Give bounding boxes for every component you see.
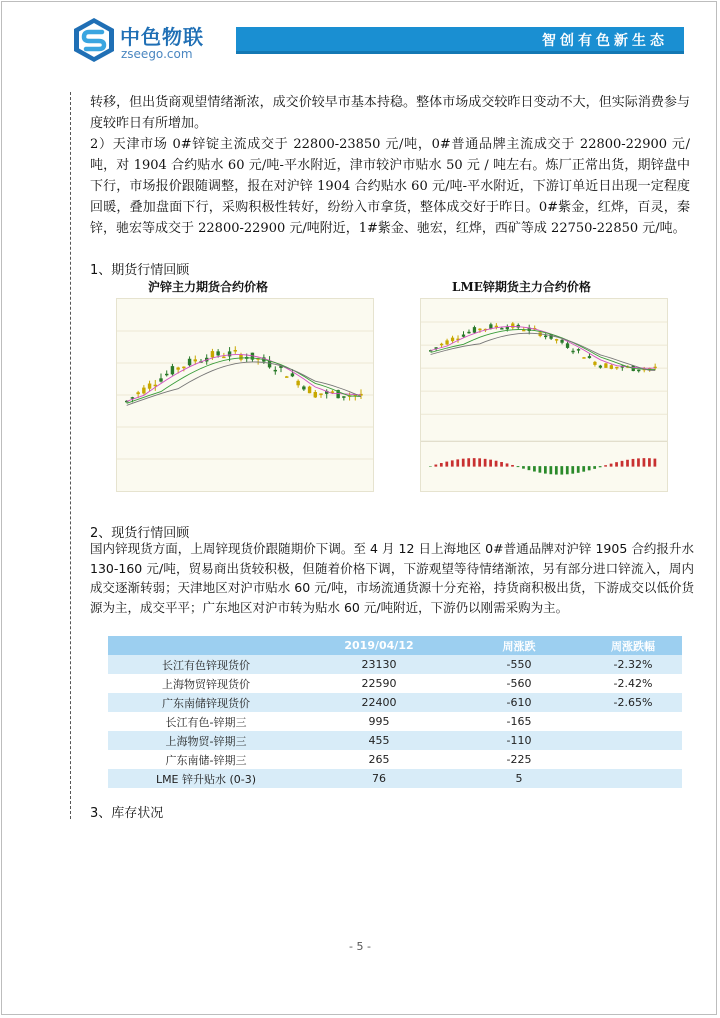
macd-bar bbox=[643, 458, 646, 466]
candle-body bbox=[440, 344, 443, 346]
macd-bar bbox=[610, 464, 613, 467]
macd-bar bbox=[555, 466, 558, 474]
shfe-zinc-candlestick-chart bbox=[117, 299, 373, 491]
candle-body bbox=[274, 370, 277, 372]
candle-body bbox=[182, 367, 185, 369]
candle-body bbox=[577, 349, 580, 351]
macd-bar bbox=[648, 458, 651, 466]
table-row bbox=[108, 712, 682, 731]
candle-body bbox=[314, 392, 317, 397]
macd-bar bbox=[632, 459, 635, 467]
candle-body bbox=[593, 362, 596, 365]
candle-body bbox=[473, 327, 476, 333]
candle-body bbox=[194, 359, 197, 361]
table-header-cell: 周涨跌 bbox=[454, 636, 584, 655]
candle-body bbox=[234, 350, 237, 352]
candle-body bbox=[222, 357, 225, 359]
candle-body bbox=[637, 370, 640, 372]
candle-body bbox=[165, 374, 168, 376]
left-margin-rule bbox=[70, 92, 71, 819]
table-row bbox=[108, 693, 682, 712]
macd-bar bbox=[429, 466, 432, 467]
table-row bbox=[108, 750, 682, 769]
table-cell: -110 bbox=[454, 731, 584, 750]
section-3-heading: 3、库存状况 bbox=[90, 806, 164, 821]
macd-bar bbox=[593, 466, 596, 469]
candle-body bbox=[610, 365, 613, 369]
candle-body bbox=[467, 332, 470, 334]
table-cell: 广东南储-锌期三 bbox=[108, 750, 304, 769]
moving-average-line bbox=[127, 355, 361, 402]
macd-bar bbox=[517, 466, 520, 467]
macd-bar bbox=[528, 466, 531, 470]
macd-bar bbox=[440, 463, 443, 467]
table-cell: LME 锌升贴水 (0-3) bbox=[108, 769, 304, 788]
candle-body bbox=[296, 381, 299, 385]
page-number: - 5 - bbox=[349, 940, 371, 953]
macd-bar bbox=[654, 459, 657, 467]
macd-bar bbox=[588, 466, 591, 470]
macd-bar bbox=[522, 466, 525, 469]
candle-body bbox=[171, 366, 174, 374]
candle-body bbox=[615, 367, 618, 369]
macd-bar bbox=[445, 462, 448, 467]
candle-body bbox=[588, 356, 591, 358]
section-1-heading: 1、期货行情回顾 bbox=[90, 263, 190, 278]
candle-body bbox=[544, 336, 547, 338]
macd-bar bbox=[544, 466, 547, 473]
candle-body bbox=[555, 339, 558, 341]
candle-body bbox=[451, 338, 454, 342]
candle-body bbox=[560, 340, 563, 343]
table-cell: 265 bbox=[304, 750, 454, 769]
intro-paragraph-2: 2）天津市场 0#锌锭主流成交于 22800-23850 元/吨，0#普通品牌主流成交于 22800-22900 元/吨，对 1904 合约贴水 60 元/吨-平水附近，津市较沪市贴水 50 元 / 吨左右。炼厂正常出货，期锌盘中下行，市场报价跟随调整，报在对沪锌 1904 合约贴水 60 元/吨-平水附近，下游订单近日出现一定程度回暖，叠加盘面下行，采购积极性转好，纷纷入市拿货，整体成交好于昨日。0#紫金，红烨，百灵，秦锌，驰宏等成交于 22800-22900 元/吨附近，1#紫金、驰宏，红烨，西矿等成 22750-22850 元/吨。 bbox=[90, 137, 690, 236]
macd-bar bbox=[511, 465, 514, 467]
section-2-heading: 2、现货行情回顾 bbox=[90, 526, 190, 541]
candle-body bbox=[599, 366, 602, 368]
macd-bar bbox=[473, 458, 476, 466]
spot-price-table bbox=[108, 636, 682, 788]
table-cell: 23130 bbox=[304, 655, 454, 674]
table-cell: 上海物贸-锌期三 bbox=[108, 731, 304, 750]
candle-body bbox=[445, 340, 448, 344]
macd-bar bbox=[434, 465, 437, 467]
candle-body bbox=[582, 357, 585, 359]
macd-bar bbox=[560, 466, 563, 474]
table-cell: 455 bbox=[304, 731, 454, 750]
table-cell bbox=[584, 750, 682, 769]
table-cell bbox=[584, 731, 682, 750]
macd-bar bbox=[506, 463, 509, 466]
table-header-cell bbox=[108, 636, 304, 655]
candle-body bbox=[148, 384, 151, 389]
shfe-chart-title: 沪锌主力期货合约价格 bbox=[148, 280, 269, 294]
table-header-cell: 周涨跌幅 bbox=[584, 636, 682, 655]
header-slogan: 智创有色新生态 bbox=[542, 33, 668, 49]
table-row bbox=[108, 731, 682, 750]
table-header-row bbox=[108, 636, 682, 655]
table-cell: -610 bbox=[454, 693, 584, 712]
table-cell: 长江有色锌现货价 bbox=[108, 655, 304, 674]
macd-bar bbox=[637, 458, 640, 466]
macd-bar bbox=[484, 459, 487, 467]
table-cell: -2.65% bbox=[584, 693, 682, 712]
table-cell bbox=[584, 769, 682, 788]
header-banner bbox=[236, 27, 684, 54]
candle-body bbox=[506, 327, 509, 329]
macd-bar bbox=[626, 460, 629, 467]
macd-bar bbox=[549, 466, 552, 474]
table-cell: -225 bbox=[454, 750, 584, 769]
logo-chinese-name: 中色物联 bbox=[120, 25, 204, 49]
table-cell: 22400 bbox=[304, 693, 454, 712]
table-cell: 广东南储锌现货价 bbox=[108, 693, 304, 712]
macd-bar bbox=[495, 461, 498, 467]
macd-bar bbox=[451, 460, 454, 466]
candle-body bbox=[342, 396, 345, 398]
table-cell: 长江有色-锌期三 bbox=[108, 712, 304, 731]
company-logo bbox=[72, 17, 242, 65]
spot-market-text: 国内锌现货方面，上周锌现货价跟随期价下调。至 4 月 12 日上海地区 0#普通品牌对沪锌 1905 合约报升水 130-160 元/吨，贸易商出货较积极，但随着价格下调，下游观望等待情绪渐浓，另有部分进口锌流入，周内成交逐渐转弱；天津地区对沪市贴水 60 元/吨，市场流通货源十分充裕，持货商积极出货，下游成交以低价货源为主，成交平平；广东地区对沪市转为贴水 60 元/吨附近，下游仍以刚需采购为主。 bbox=[90, 541, 694, 615]
macd-bar bbox=[539, 466, 542, 473]
macd-bar bbox=[467, 458, 470, 466]
table-cell: -550 bbox=[454, 655, 584, 674]
macd-bar bbox=[533, 466, 536, 471]
table-cell bbox=[584, 712, 682, 731]
macd-bar bbox=[571, 466, 574, 474]
candle-body bbox=[566, 343, 569, 348]
candle-body bbox=[478, 329, 481, 331]
candle-body bbox=[495, 326, 498, 328]
candle-body bbox=[211, 351, 214, 357]
candle-body bbox=[188, 359, 191, 366]
macd-bar bbox=[478, 458, 481, 466]
lme-zinc-candlestick-chart bbox=[421, 299, 667, 491]
table-cell: 5 bbox=[454, 769, 584, 788]
candle-body bbox=[136, 392, 139, 394]
lme-zinc-chart-image bbox=[420, 298, 668, 492]
macd-bar bbox=[456, 459, 459, 466]
macd-bar bbox=[577, 466, 580, 473]
candle-body bbox=[239, 354, 242, 359]
candle-body bbox=[462, 335, 465, 337]
logo-domain: zseego.com bbox=[121, 47, 193, 61]
candle-body bbox=[228, 351, 231, 356]
table-cell: -2.42% bbox=[584, 674, 682, 693]
intro-paragraph-1: 转移，但出货商观望情绪渐浓，成交价较早市基本持稳。整体市场成交较昨日变动不大，但实际消费参与度较昨日有所增加。 bbox=[90, 95, 690, 131]
table-cell: 上海物贸锌现货价 bbox=[108, 674, 304, 693]
macd-bar bbox=[621, 461, 624, 467]
candle-body bbox=[604, 363, 607, 367]
candle-body bbox=[319, 393, 322, 395]
candle-body bbox=[285, 376, 288, 378]
macd-bar bbox=[604, 465, 607, 466]
shfe-zinc-chart-image bbox=[116, 298, 374, 492]
table-header-cell: 2019/04/12 bbox=[304, 636, 454, 655]
zseego-s-hexagon-icon bbox=[72, 17, 116, 63]
candle-body bbox=[571, 351, 574, 353]
candle-body bbox=[308, 387, 311, 394]
lme-chart-title: LME锌期货主力合约价格 bbox=[452, 280, 591, 294]
candle-body bbox=[511, 323, 514, 327]
candle-body bbox=[216, 351, 219, 355]
candle-body bbox=[159, 378, 162, 381]
table-cell: -165 bbox=[454, 712, 584, 731]
table-cell: -560 bbox=[454, 674, 584, 693]
table-cell: 995 bbox=[304, 712, 454, 731]
candle-body bbox=[142, 388, 145, 394]
macd-bar bbox=[615, 462, 618, 466]
table-cell: -2.32% bbox=[584, 655, 682, 674]
candle-body bbox=[302, 386, 305, 389]
candle-body bbox=[500, 328, 503, 330]
macd-bar bbox=[500, 462, 503, 467]
candle-body bbox=[291, 373, 294, 376]
table-cell: 76 bbox=[304, 769, 454, 788]
moving-average-line bbox=[127, 362, 361, 406]
macd-bar bbox=[582, 466, 585, 472]
macd-bar bbox=[489, 460, 492, 467]
macd-bar bbox=[599, 466, 602, 467]
table-row bbox=[108, 655, 682, 674]
table-cell: 22590 bbox=[304, 674, 454, 693]
macd-bar bbox=[566, 466, 569, 474]
macd-bar bbox=[462, 459, 465, 467]
candle-body bbox=[176, 367, 179, 369]
table-row bbox=[108, 769, 682, 788]
intro-text bbox=[90, 92, 690, 239]
table-row bbox=[108, 674, 682, 693]
